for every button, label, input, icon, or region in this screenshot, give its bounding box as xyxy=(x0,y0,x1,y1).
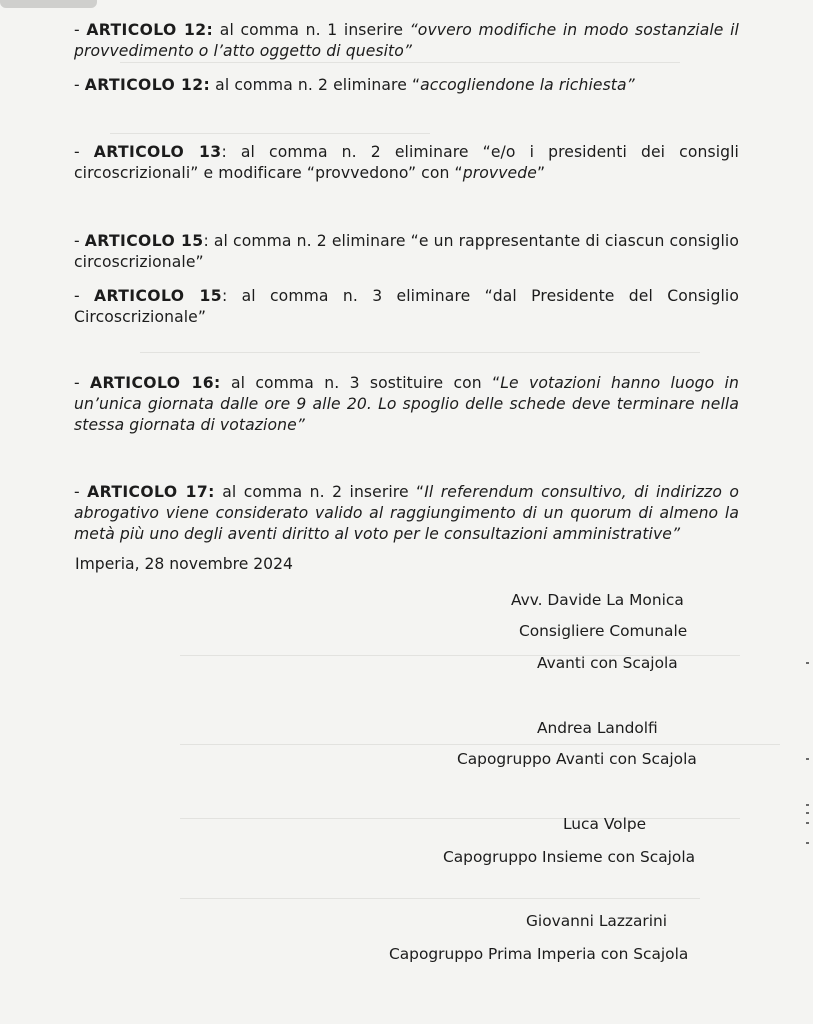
show-through-line xyxy=(120,62,680,63)
show-through-line xyxy=(110,133,430,134)
margin-mark xyxy=(806,822,809,824)
signatory-3-role: Capogruppo Insieme con Scajola xyxy=(443,848,696,866)
show-through-line xyxy=(140,352,700,353)
show-through-line xyxy=(180,744,780,745)
margin-mark xyxy=(806,842,809,844)
signatory-2-name: Andrea Landolfi xyxy=(537,719,658,737)
page-edge-tab xyxy=(0,0,97,8)
show-through-line xyxy=(180,818,740,819)
margin-mark xyxy=(806,758,809,760)
show-through-line xyxy=(180,898,700,899)
article-13-comma-2: - ARTICOLO 13: al comma n. 2 eliminare “e/o i presidenti dei consigli circoscrizionali” e modificare “provvedono” con “provvede” xyxy=(74,143,739,182)
article-17-comma-2: - ARTICOLO 17: al comma n. 2 inserire “Il referendum consultivo, di indirizzo o abrogativo viene considerato valido al raggiungimento di un quorum di almeno la metà più uno degli aventi diritto al voto per le consultazioni amministrative” xyxy=(74,483,739,543)
article-16-comma-3: - ARTICOLO 16: al comma n. 3 sostituire con “Le votazioni hanno luogo in un’unica giornata dalle ore 9 alle 20. Lo spoglio delle schede deve terminare nella stessa giornata di votazione” xyxy=(74,374,739,434)
margin-mark xyxy=(806,662,809,664)
signatory-3-name: Luca Volpe xyxy=(563,815,647,833)
signatory-4-role: Capogruppo Prima Imperia con Scajola xyxy=(389,945,689,963)
article-12-comma-2: - ARTICOLO 12: al comma n. 2 eliminare “accogliendone la richiesta” xyxy=(74,76,635,94)
signatory-1-group: Avanti con Scajola xyxy=(537,654,678,672)
article-15-comma-3: - ARTICOLO 15: al comma n. 3 eliminare “dal Presidente del Consiglio Circoscrizionale” xyxy=(74,287,739,326)
signatory-1-role: Consigliere Comunale xyxy=(519,622,688,640)
margin-mark xyxy=(806,812,809,814)
margin-mark xyxy=(806,804,809,806)
article-12-comma-1: - ARTICOLO 12: al comma n. 1 inserire “ovvero modifiche in modo sostanziale il provvedimento o l’atto oggetto di quesito” xyxy=(74,21,739,60)
place-date: Imperia, 28 novembre 2024 xyxy=(75,555,293,573)
article-15-comma-2: - ARTICOLO 15: al comma n. 2 eliminare “e un rappresentante di ciascun consiglio circoscrizionale” xyxy=(74,232,739,271)
signatory-1-name: Avv. Davide La Monica xyxy=(511,591,684,609)
signatory-2-role: Capogruppo Avanti con Scajola xyxy=(457,750,697,768)
signatory-4-name: Giovanni Lazzarini xyxy=(526,912,668,930)
